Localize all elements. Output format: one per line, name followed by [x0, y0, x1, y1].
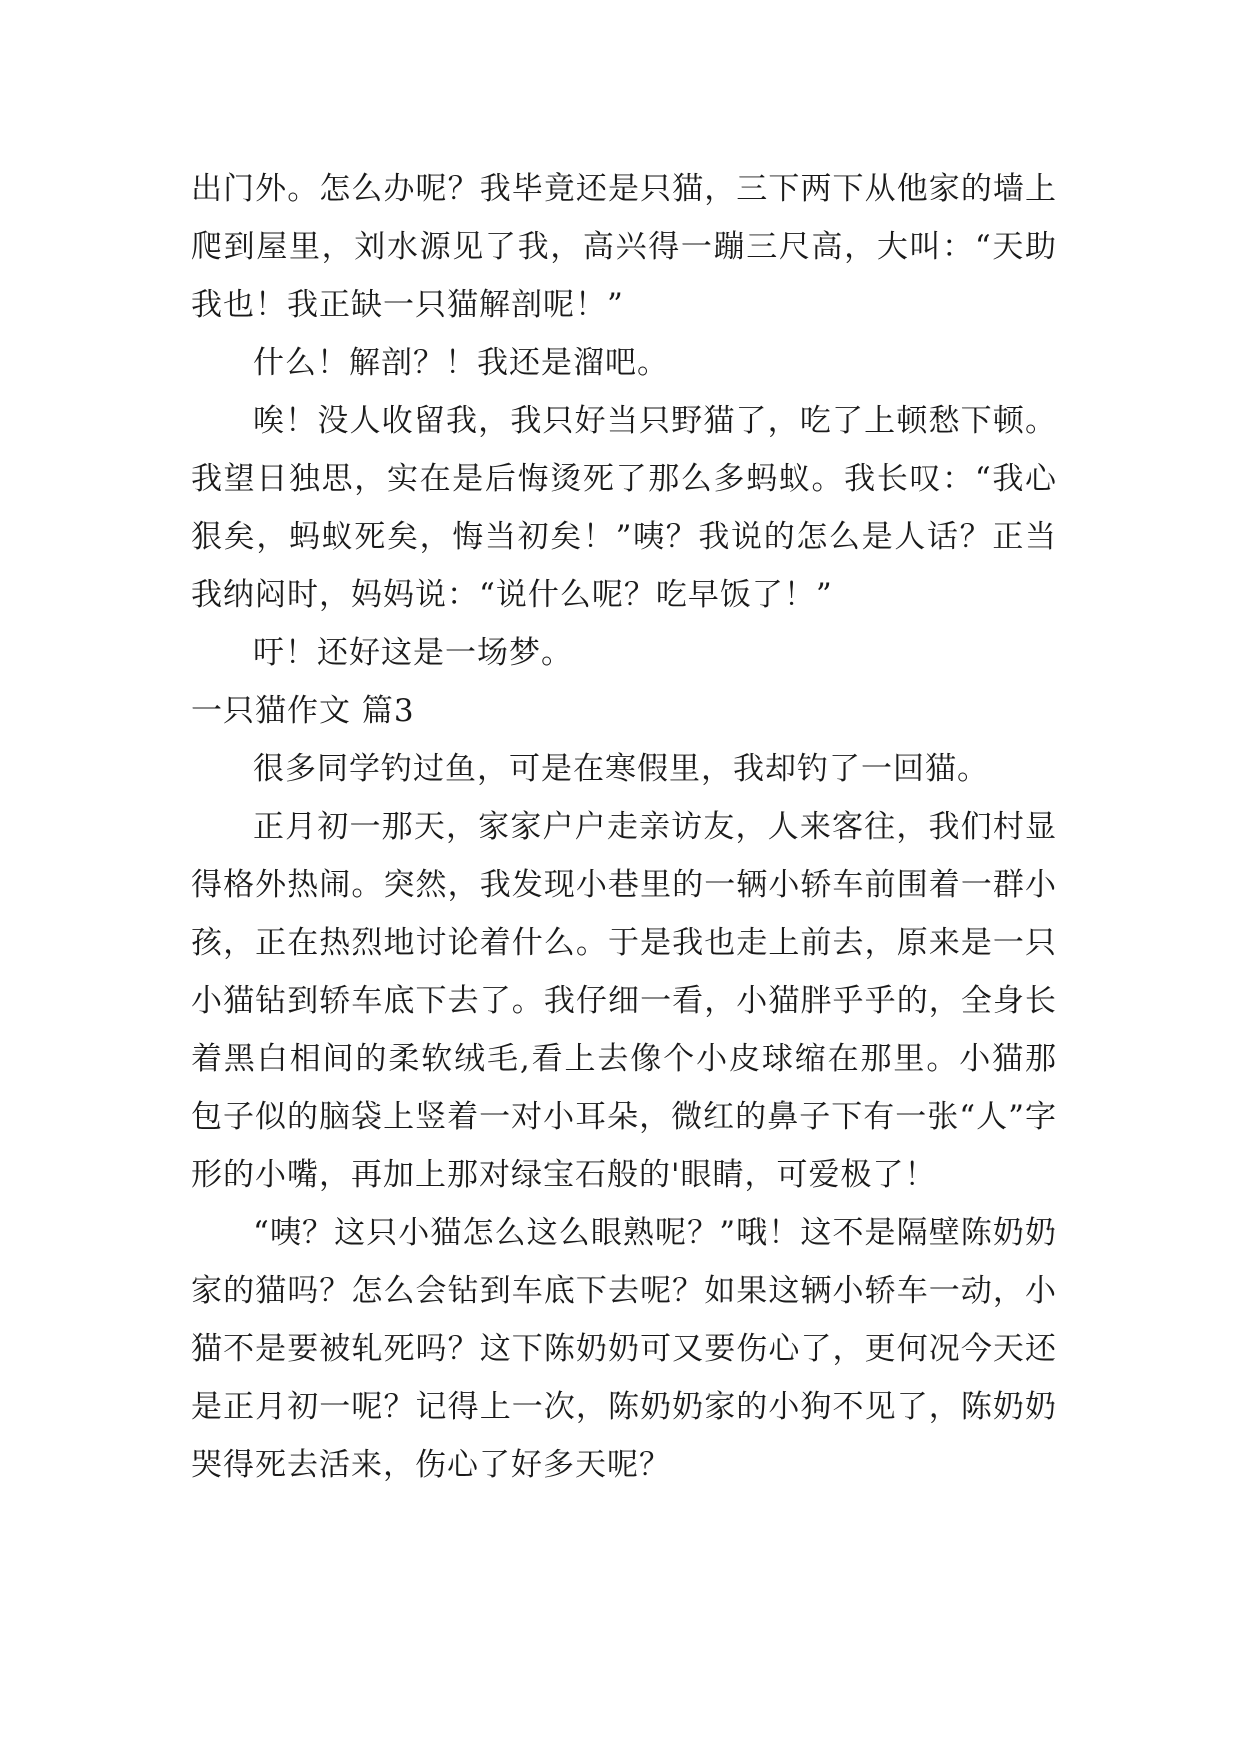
paragraph: “咦？这只小猫怎么这么眼熟呢？”哦！这不是隔壁陈奶奶家的猫吗？怎么会钻到车底下去呢？如果这辆小轿车一动，小猫不是要被轧死吗？这下陈奶奶可又要伤心了，更何况今天还是正月初一呢？记得上一次，陈奶奶家的小狗不见了，陈奶奶哭得死去活来，伤心了好多天呢？ [191, 1215, 1057, 1483]
section-heading: 一只猫作文 篇3 [191, 693, 415, 729]
paragraph: 吁！还好这是一场梦。 [253, 635, 573, 671]
paragraph: 唉！没人收留我，我只好当只野猫了，吃了上顿愁下顿。我望日独思，实在是后悔烫死了那么多蚂蚁。我长叹：“我心狠矣，蚂蚁死矣，悔当初矣！”咦？我说的怎么是人话？正当我纳闷时，妈妈说：“说什么呢？吃早饭了！” [191, 403, 1057, 613]
paragraph: 什么！解剖？！我还是溜吧。 [253, 345, 669, 381]
paragraph-continuation: 出门外。怎么办呢？我毕竟还是只猫，三下两下从他家的墙上爬到屋里，刘水源见了我，高兴得一蹦三尺高，大叫：“天助我也！我正缺一只猫解剖呢！” [191, 171, 1057, 323]
paragraph: 正月初一那天，家家户户走亲访友，人来客往，我们村显得格外热闹。突然，我发现小巷里的一辆小轿车前围着一群小孩，正在热烈地讨论着什么。于是我也走上前去，原来是一只小猫钻到轿车底下去了。我仔细一看，小猫胖乎乎的，全身长着黑白相间的柔软绒毛,看上去像个小皮球缩在那里。小猫那包子似的脑袋上竖着一对小耳朵，微红的鼻子下有一张“人”字形的小嘴，再加上那对绿宝石般的'眼睛，可爱极了！ [191, 809, 1057, 1193]
document-body [191, 160, 1057, 1494]
paragraph: 很多同学钓过鱼，可是在寒假里，我却钓了一回猫。 [253, 751, 989, 787]
